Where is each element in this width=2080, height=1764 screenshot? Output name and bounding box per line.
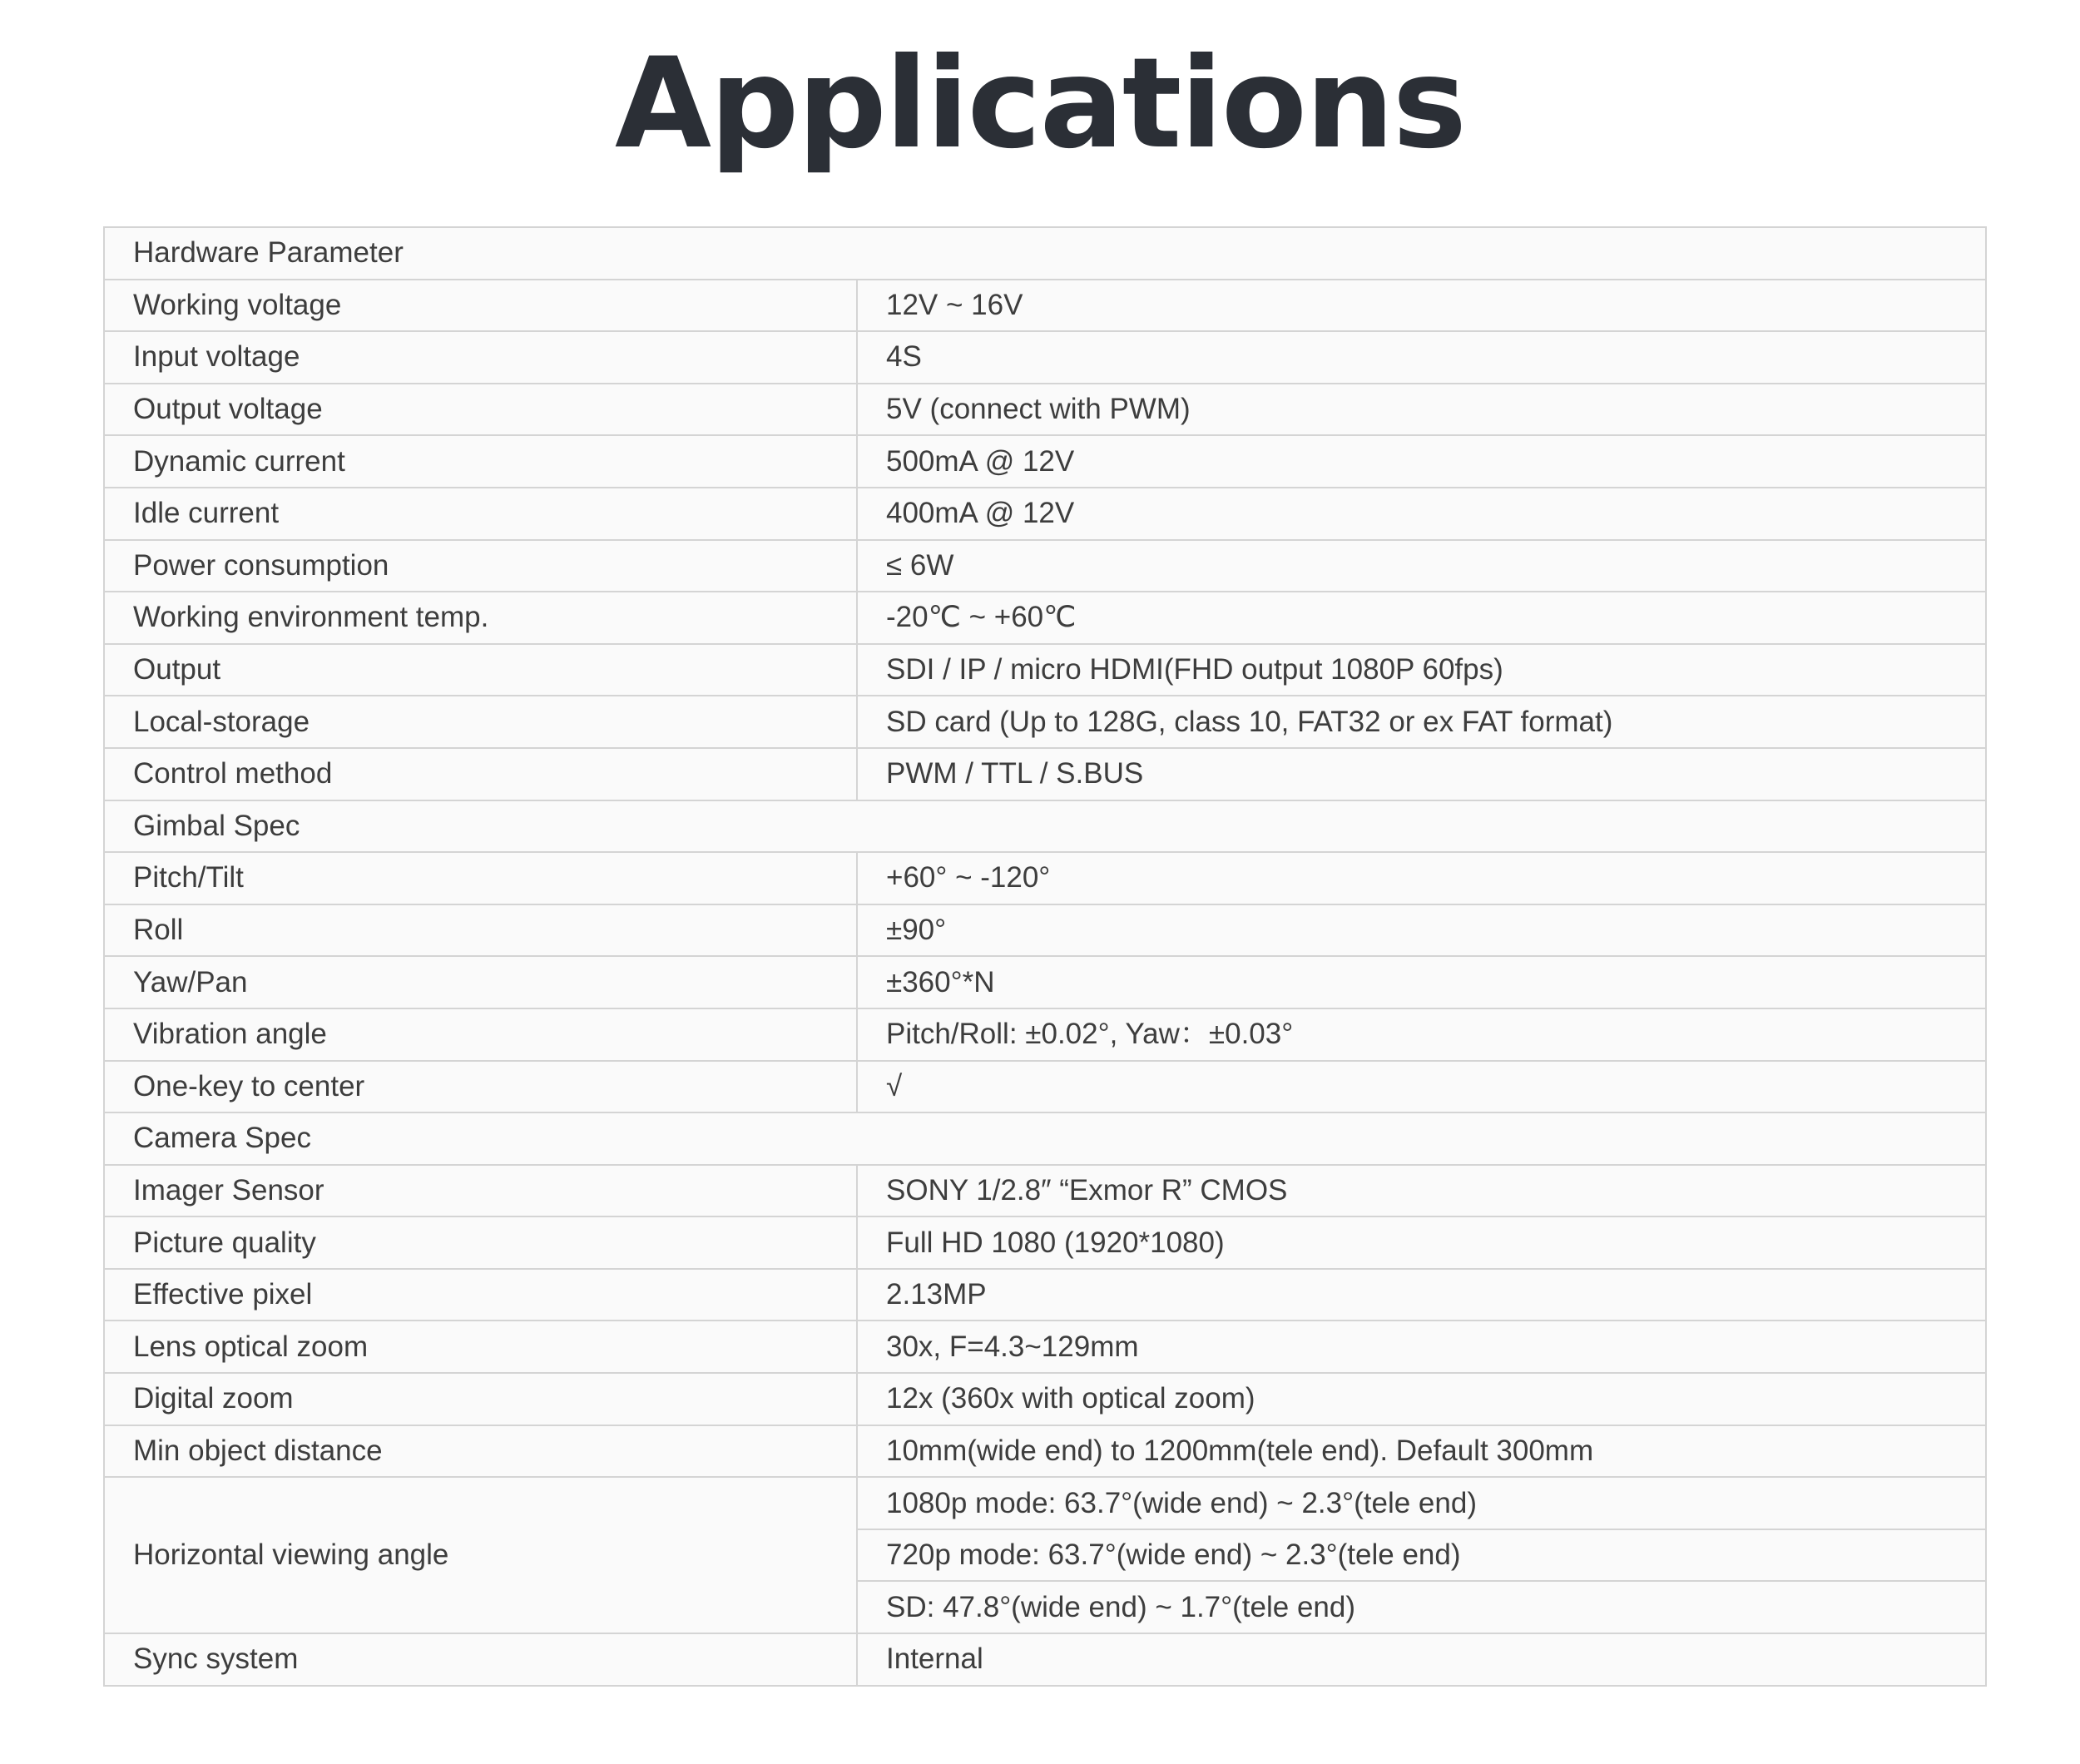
section-header: Gimbal Spec <box>104 800 1986 853</box>
spec-value: ±360°*N <box>857 956 1986 1008</box>
table-row <box>104 592 1986 644</box>
spec-value: 12V ~ 16V <box>857 280 1986 332</box>
spec-label: Horizontal viewing angle <box>104 1477 857 1633</box>
section-header: Camera Spec <box>104 1112 1986 1165</box>
table-row <box>104 748 1986 800</box>
spec-value: 1080p mode: 63.7°(wide end) ~ 2.3°(tele end) <box>857 1477 1986 1529</box>
spec-label: Dynamic current <box>104 435 857 488</box>
spec-label: Input voltage <box>104 331 857 384</box>
spec-label: Output <box>104 644 857 696</box>
table-row <box>104 956 1986 1008</box>
spec-value: SONY 1/2.8″ “Exmor R” CMOS <box>857 1165 1986 1217</box>
spec-label: Local-storage <box>104 696 857 748</box>
spec-label: Min object distance <box>104 1425 857 1478</box>
spec-label: Working voltage <box>104 280 857 332</box>
table-row <box>104 904 1986 957</box>
spec-value: 30x, F=4.3~129mm <box>857 1321 1986 1373</box>
spec-value: 5V (connect with PWM) <box>857 384 1986 436</box>
spec-table-body <box>104 227 1986 1686</box>
spec-value: 4S <box>857 331 1986 384</box>
section-header-row <box>104 800 1986 853</box>
spec-label: Power consumption <box>104 540 857 592</box>
spec-value: 10mm(wide end) to 1200mm(tele end). Default 300mm <box>857 1425 1986 1478</box>
section-header: Hardware Parameter <box>104 227 1986 280</box>
spec-value: 2.13MP <box>857 1269 1986 1321</box>
table-row <box>104 280 1986 332</box>
section-header-row <box>104 227 1986 280</box>
spec-label: Sync system <box>104 1633 857 1686</box>
spec-value: 12x (360x with optical zoom) <box>857 1373 1986 1425</box>
spec-label: Idle current <box>104 488 857 540</box>
spec-value: -20℃ ~ +60℃ <box>857 592 1986 644</box>
table-row <box>104 384 1986 436</box>
spec-value: Pitch/Roll: ±0.02°, Yaw：±0.03° <box>857 1008 1986 1061</box>
table-row <box>104 1425 1986 1478</box>
spec-value: 720p mode: 63.7°(wide end) ~ 2.3°(tele end) <box>857 1529 1986 1582</box>
spec-label: Output voltage <box>104 384 857 436</box>
table-row <box>104 1321 1986 1373</box>
spec-value: Internal <box>857 1633 1986 1686</box>
spec-value: PWM / TTL / S.BUS <box>857 748 1986 800</box>
table-row <box>104 1269 1986 1321</box>
spec-value: Full HD 1080 (1920*1080) <box>857 1216 1986 1269</box>
spec-value: SD: 47.8°(wide end) ~ 1.7°(tele end) <box>857 1581 1986 1633</box>
table-row <box>104 1008 1986 1061</box>
spec-value: +60° ~ -120° <box>857 852 1986 904</box>
spec-value: ±90° <box>857 904 1986 957</box>
table-row <box>104 435 1986 488</box>
spec-value: ≤ 6W <box>857 540 1986 592</box>
spec-value: 500mA @ 12V <box>857 435 1986 488</box>
spec-label: Pitch/Tilt <box>104 852 857 904</box>
spec-label: Picture quality <box>104 1216 857 1269</box>
page-title: Applications <box>614 32 1466 176</box>
table-row <box>104 696 1986 748</box>
table-row <box>104 1477 1986 1529</box>
spec-value: √ <box>857 1061 1986 1113</box>
table-row <box>104 488 1986 540</box>
spec-label: Digital zoom <box>104 1373 857 1425</box>
section-header-row <box>104 1112 1986 1165</box>
table-row <box>104 1633 1986 1686</box>
spec-label: Working environment temp. <box>104 592 857 644</box>
spec-label: Imager Sensor <box>104 1165 857 1217</box>
table-row <box>104 1165 1986 1217</box>
spec-label: Yaw/Pan <box>104 956 857 1008</box>
spec-label: Lens optical zoom <box>104 1321 857 1373</box>
table-row <box>104 1216 1986 1269</box>
table-row <box>104 331 1986 384</box>
spec-label: Vibration angle <box>104 1008 857 1061</box>
table-row <box>104 644 1986 696</box>
table-row <box>104 540 1986 592</box>
spec-value: SDI / IP / micro HDMI(FHD output 1080P 60fps) <box>857 644 1986 696</box>
spec-label: Control method <box>104 748 857 800</box>
spec-value: SD card (Up to 128G, class 10, FAT32 or ex FAT format) <box>857 696 1986 748</box>
table-row <box>104 1061 1986 1113</box>
spec-label: One-key to center <box>104 1061 857 1113</box>
spec-table <box>103 226 1987 1687</box>
spec-label: Effective pixel <box>104 1269 857 1321</box>
table-row <box>104 1373 1986 1425</box>
spec-label: Roll <box>104 904 857 957</box>
table-row <box>104 852 1986 904</box>
spec-value: 400mA @ 12V <box>857 488 1986 540</box>
